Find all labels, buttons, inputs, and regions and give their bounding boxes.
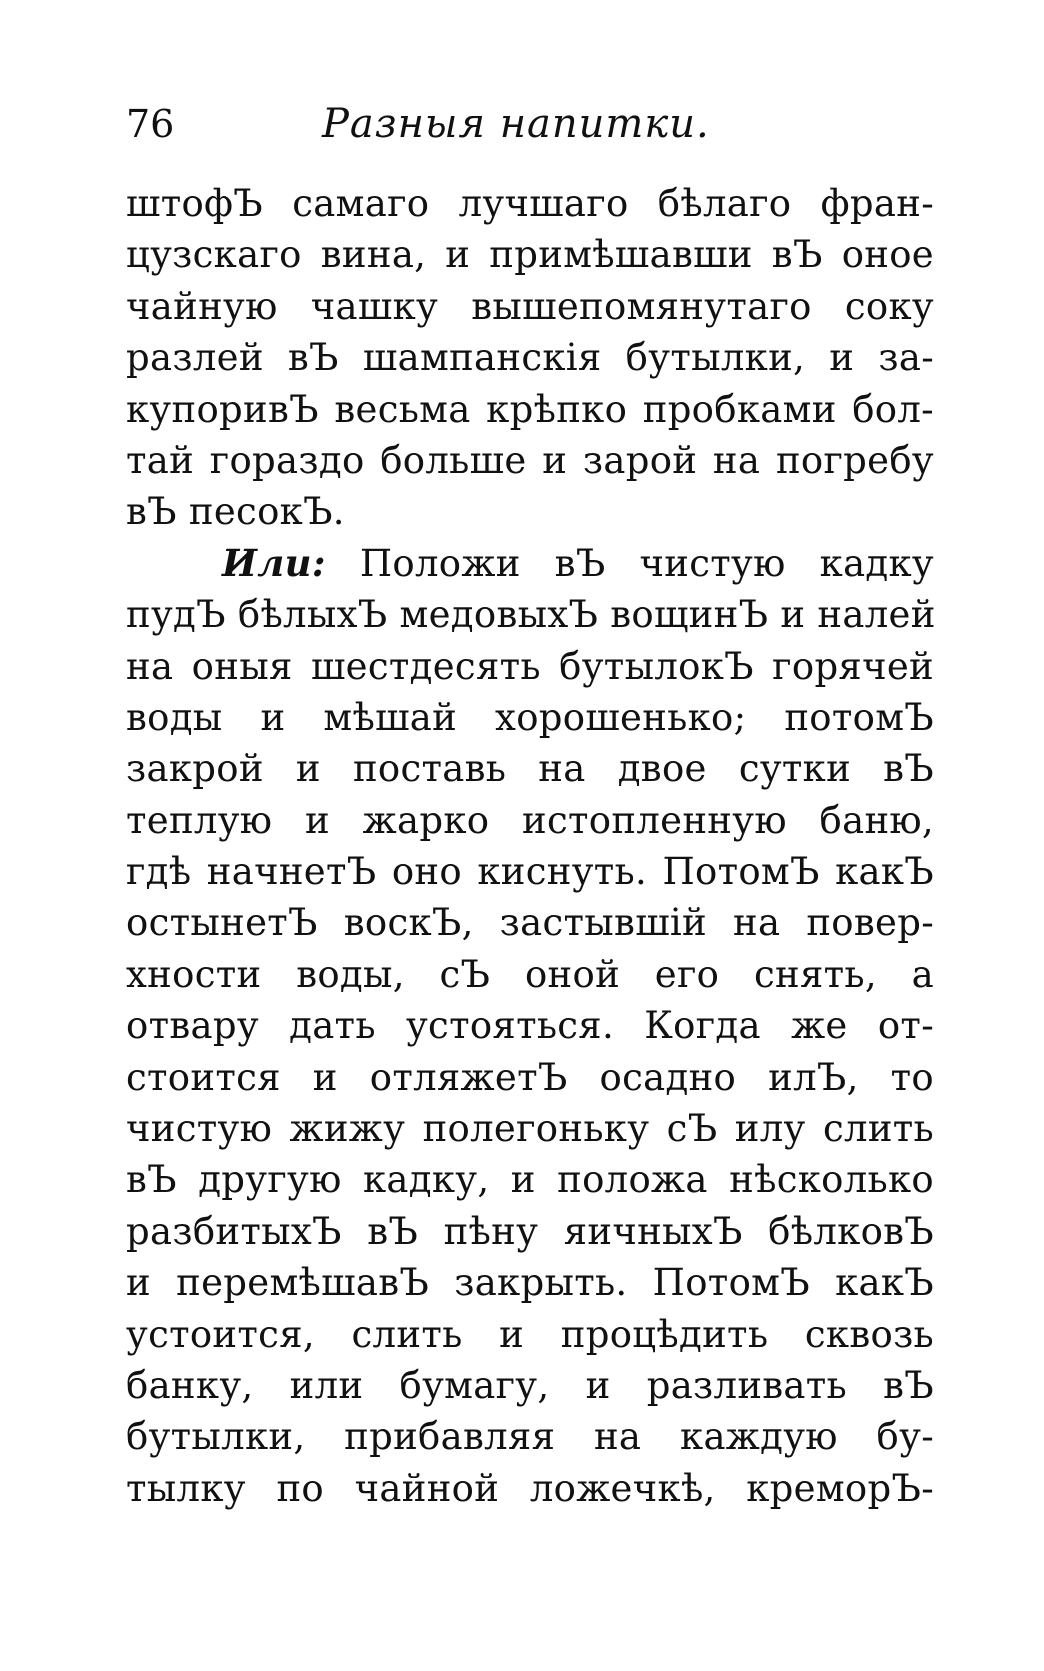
text-line: гдѣ начнетЪ оно киснуть. ПотомЪ какЪ [126,850,934,894]
text-line: вЪ другую кадку, и положа нѣсколько [126,1158,934,1202]
page-header [126,98,936,158]
text-line: разбитыхЪ вЪ пѣну яичныхЪ бѣлковЪ [126,1209,934,1253]
text-line: закрой и поставь на двое сутки вЪ [126,747,934,791]
paragraph-first-line [126,538,934,589]
text-line: цузскаго вина, и примѣшавши вЪ оное [126,233,934,277]
text-line: чистую жижу полегоньку сЪ илу слить [126,1107,934,1151]
body-text [126,178,934,1514]
text-line: и перемѣшавЪ закрыть. ПотомЪ какЪ [126,1261,934,1305]
text-line: остынетЪ воскЪ, застывшій на повер- [126,901,934,945]
text-line: воды и мѣшай хорошенько; потомЪ [126,695,934,739]
text-line: тай гораздо больше и зарой на погребу [126,438,934,482]
text-line: отвару дать устояться. Когда же от- [126,1004,934,1048]
text-line: штофЪ самаго лучшаго бѣлаго фран- [126,182,934,225]
text-fragment: Положи вЪ чистую кадку [359,541,935,585]
text-line: на оныя шестдесять бутылокЪ горячей [126,644,934,688]
running-head: Разныя напитки. [322,101,710,147]
page-number: 76 [126,102,175,146]
text-line: пудЪ бѣлыхЪ медовыхЪ вощинЪ и налей [126,593,936,637]
text-line: хности воды, сЪ оной его снять, а [126,952,934,996]
text-line: тылку по чайной ложечкѣ, кpeмopЪ- [126,1466,934,1510]
text-line: устоится, слить и процѣдить сквозь [126,1312,934,1356]
lead-word: Или: [222,540,326,585]
text-line: стоится и отляжетЪ осадно илЪ, то [126,1055,934,1099]
text-line: чайную чашку вышепомянутаго соку [126,284,934,328]
text-line: купоривЪ весьма крѣпко пробками бол- [126,387,934,431]
text-line: теплую и жарко истопленную баню, [126,798,934,842]
text-line: бутылки, прибавляя на каждую бу- [126,1415,934,1459]
text-line: банку, или бумагу, и разливать вЪ [126,1363,934,1407]
text-line: разлей вЪ шампанскія бутылки, и за- [126,336,934,380]
text-line: вЪ песокЪ. [126,490,345,534]
